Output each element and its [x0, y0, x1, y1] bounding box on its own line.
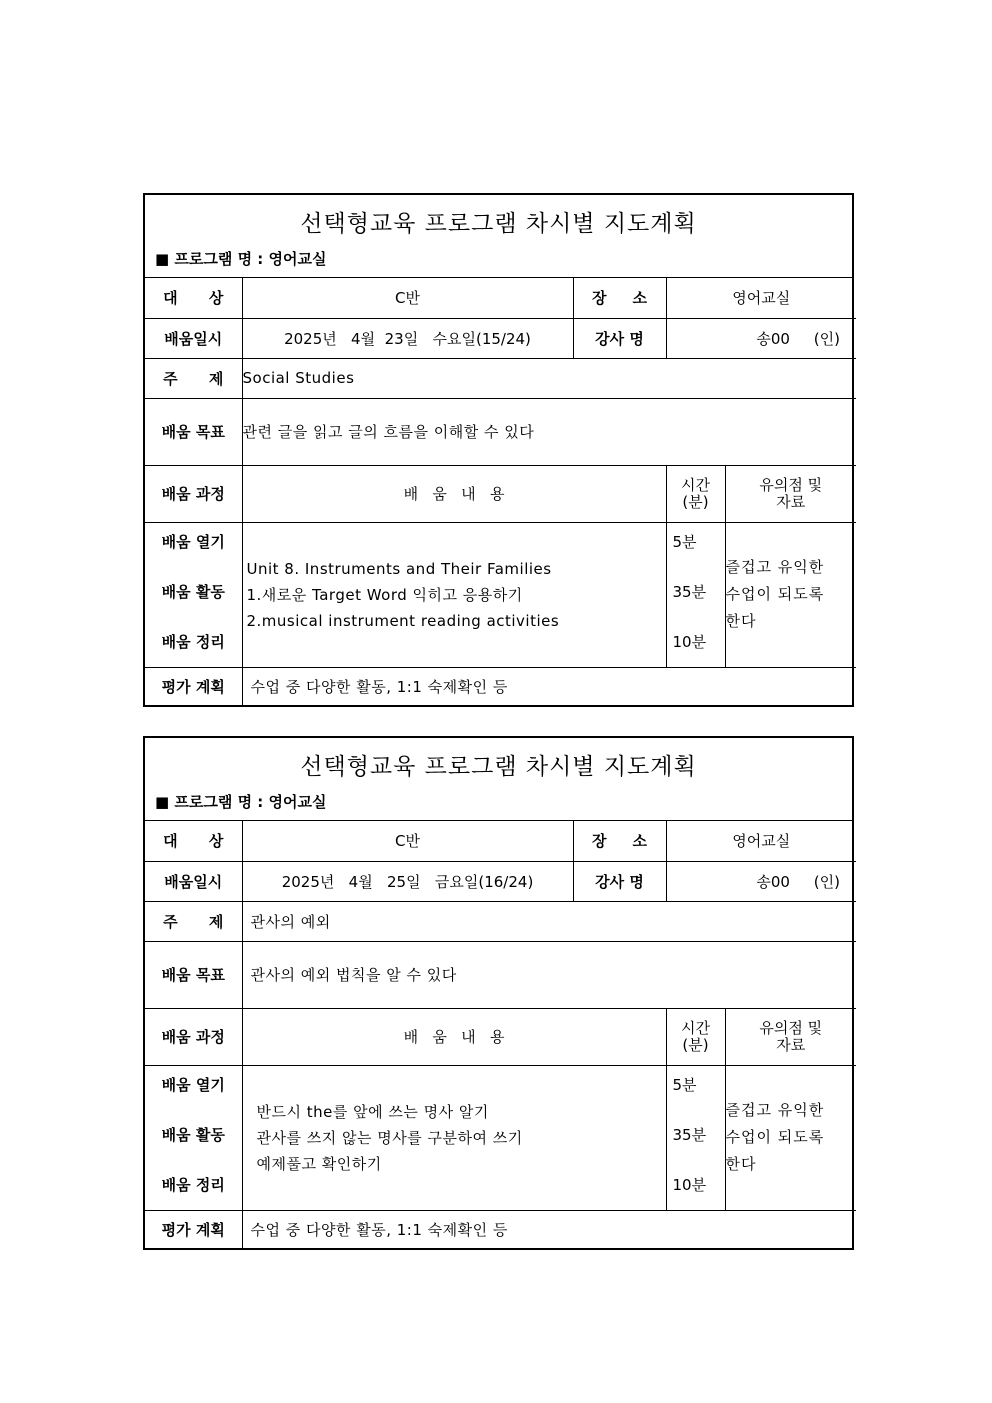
plan-title: 선택형교육 프로그램 차시별 지도계획: [300, 211, 697, 237]
plan-table: [145, 278, 856, 706]
note-line: 즐겁고 유익한: [725, 558, 825, 576]
step-activity: 배움 활동: [161, 1125, 225, 1144]
date-value: 2025년 4월 25일 금요일(16/24): [242, 861, 573, 901]
lesson-plan-1: [143, 193, 854, 707]
teacher-label: 강사 명: [573, 318, 666, 358]
note-line: 즐겁고 유익한: [725, 1101, 825, 1119]
content-line: 2.musical instrument reading activities: [246, 611, 560, 630]
note-line: 한다: [725, 612, 757, 630]
eval-value: 수업 중 다양한 활동, 1:1 숙제확인 등: [242, 667, 856, 706]
subject-value: 관사의 예외: [242, 901, 856, 941]
notes-header-line2: 자료: [776, 1035, 806, 1054]
steps-cell: [145, 1065, 242, 1210]
target-value: C반: [242, 821, 573, 861]
place-value: 영어교실: [666, 278, 856, 318]
time-opening: 5분: [672, 1075, 697, 1094]
lesson-plan-2: [143, 736, 854, 1250]
notes-cell: [725, 1065, 856, 1210]
teacher-label: 강사 명: [573, 861, 666, 901]
date-value: 2025년 4월 23일 수요일(15/24): [242, 318, 573, 358]
time-activity: 35분: [672, 1125, 707, 1144]
notes-header-line1: 유의점 및: [759, 1018, 823, 1037]
content-cell: [242, 522, 666, 667]
eval-label: 평가 계획: [145, 667, 242, 706]
steps-cell: [145, 522, 242, 667]
date-label: 배움일시: [145, 318, 242, 358]
time-closing: 10분: [672, 632, 707, 651]
step-opening: 배움 열기: [161, 532, 225, 551]
teacher-value: 송00 (인): [666, 861, 856, 901]
notes-header-line1: 유의점 및: [759, 475, 823, 494]
plan-header: [145, 738, 852, 821]
note-line: 수업이 되도록: [725, 1128, 825, 1146]
goal-value: 관련 글을 읽고 글의 흐름을 이해할 수 있다: [242, 398, 856, 465]
teacher-value: 송00 (인): [666, 318, 856, 358]
content-cell: [242, 1065, 666, 1210]
notes-header: [725, 465, 856, 522]
content-line: 예제풀고 확인하기: [256, 1154, 382, 1173]
note-line: 수업이 되도록: [725, 585, 825, 603]
time-header: [666, 465, 725, 522]
time-header-line1: 시간: [681, 475, 710, 494]
program-name: ■ 프로그램 명 : 영어교실: [155, 793, 327, 811]
plan-header: [145, 195, 852, 278]
process-label: 배움 과정: [145, 465, 242, 522]
place-label: 장 소: [573, 278, 666, 318]
notes-header: [725, 1008, 856, 1065]
content-line: 반드시 the를 앞에 쓰는 명사 알기: [256, 1102, 489, 1121]
time-cell: [666, 1065, 725, 1210]
goal-value: 관사의 예외 법칙을 알 수 있다: [242, 941, 856, 1008]
time-closing: 10분: [672, 1175, 707, 1194]
time-header-line2: (분): [682, 1035, 709, 1054]
time-header: [666, 1008, 725, 1065]
time-opening: 5분: [672, 532, 697, 551]
content-header: 배 움 내 용: [242, 1008, 666, 1065]
note-line: 한다: [725, 1155, 757, 1173]
subject-label: 주 제: [145, 901, 242, 941]
target-label: 대 상: [145, 821, 242, 861]
place-value: 영어교실: [666, 821, 856, 861]
plan-title: 선택형교육 프로그램 차시별 지도계획: [300, 754, 697, 780]
date-label: 배움일시: [145, 861, 242, 901]
process-label: 배움 과정: [145, 1008, 242, 1065]
time-cell: [666, 522, 725, 667]
content-line: 1.새로운 Target Word 익히고 응용하기: [246, 585, 523, 604]
step-activity: 배움 활동: [161, 582, 225, 601]
time-header-line1: 시간: [681, 1018, 710, 1037]
content-line: 관사를 쓰지 않는 명사를 구분하여 쓰기: [256, 1128, 523, 1147]
notes-cell: [725, 522, 856, 667]
goal-label: 배움 목표: [145, 398, 242, 465]
step-closing: 배움 정리: [161, 632, 225, 651]
step-opening: 배움 열기: [161, 1075, 225, 1094]
plan-table: [145, 821, 856, 1249]
subject-label: 주 제: [145, 358, 242, 398]
target-label: 대 상: [145, 278, 242, 318]
content-line: Unit 8. Instruments and Their Families: [246, 559, 552, 578]
notes-header-line2: 자료: [776, 492, 806, 511]
goal-label: 배움 목표: [145, 941, 242, 1008]
eval-label: 평가 계획: [145, 1210, 242, 1249]
eval-value: 수업 중 다양한 활동, 1:1 숙제확인 등: [242, 1210, 856, 1249]
target-value: C반: [242, 278, 573, 318]
subject-value: Social Studies: [242, 358, 856, 398]
place-label: 장 소: [573, 821, 666, 861]
time-activity: 35분: [672, 582, 707, 601]
content-header: 배 움 내 용: [242, 465, 666, 522]
step-closing: 배움 정리: [161, 1175, 225, 1194]
program-name: ■ 프로그램 명 : 영어교실: [155, 250, 327, 268]
time-header-line2: (분): [682, 492, 709, 511]
